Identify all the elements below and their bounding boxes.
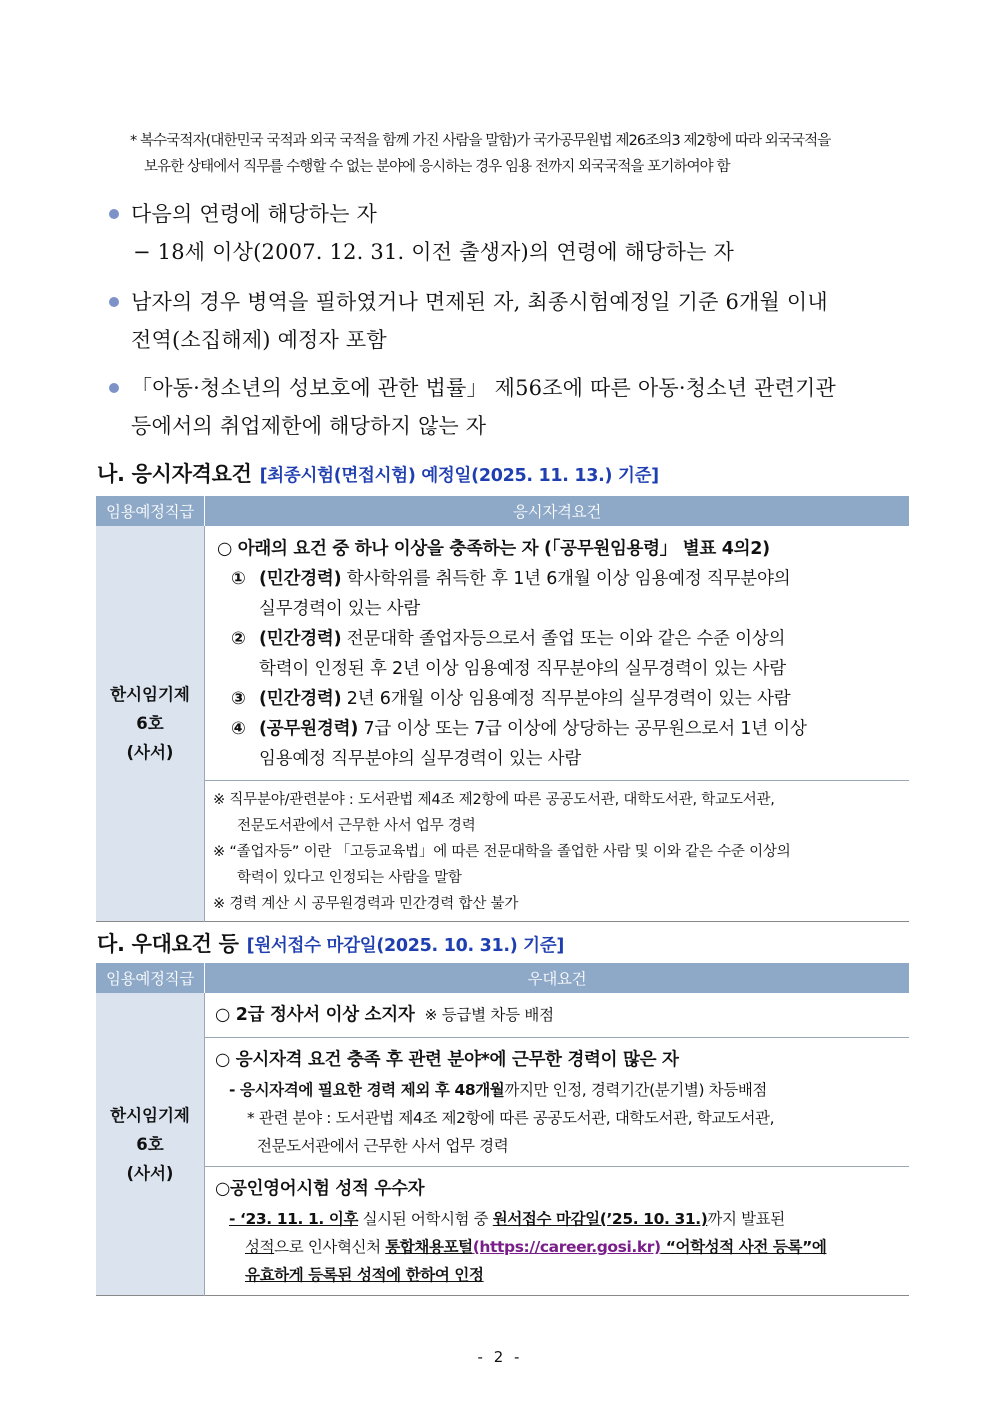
- requirement-item: [217, 624, 909, 684]
- section-da-title: [97, 928, 564, 958]
- page-number: - 2 -: [477, 1348, 523, 1366]
- item-text: 7급 이상 또는 7급 이상에 상당하는 공무원으로서 1년 이상: [358, 719, 807, 739]
- item-label: (민간경력): [259, 569, 342, 589]
- pref-english-text-2: 까지 발표된: [707, 1210, 785, 1228]
- pref-english-score: 성적: [245, 1238, 275, 1256]
- item-text-cont: 임용예정 직무분야의 실무경력이 있는 사람: [259, 749, 582, 769]
- pref-english: [205, 1167, 909, 1295]
- bullet-dot-icon: [109, 383, 119, 393]
- pref-english-deadline: 원서접수 마감일(’25. 10. 31.): [492, 1210, 708, 1228]
- military-line-1: 남자의 경우 병역을 필하였거나 면제된 자, 최종시험예정일 기준 6개월 이내: [131, 290, 828, 314]
- pref-career-field-note-cont: 전문도서관에서 근무한 사서 업무 경력: [257, 1137, 509, 1155]
- youth-line-2: 등에서의 취업제한에 해당하지 않는 자: [131, 414, 487, 438]
- pref-english-text: 실시된 어학시험 중: [358, 1210, 493, 1228]
- section-na-basis: [최종시험(면접시험) 예정일(2025. 11. 13.) 기준]: [259, 466, 659, 486]
- pref-librarian: [205, 993, 909, 1038]
- pref-career-field-note: * 관련 분야 : 도서관법 제4조 제2항에 따른 공공도서관, 대학도서관, 학교도서관,: [247, 1109, 775, 1127]
- youth-bullet: [105, 369, 915, 445]
- note-duty-field: ※ 직무분야/관련분야 : 도서관법 제4조 제2항에 따른 공공도서관, 대학도서관, 학교도서관,: [213, 792, 775, 808]
- item-number: ①: [231, 569, 246, 589]
- col-requirement-header: 응시자격요건: [205, 496, 910, 526]
- item-label: (공무원경력): [259, 719, 359, 739]
- rank-line-2: 6호: [136, 1134, 164, 1154]
- bullet-dot-icon: [109, 209, 119, 219]
- col-rank-header: 임용예정직급: [96, 963, 205, 993]
- pref-career: [205, 1038, 909, 1167]
- requirement-head: ○ 아래의 요건 중 하나 이상을 충족하는 자 (「공무원임용령」 별표 4의2): [217, 539, 770, 559]
- pref-english-text-3: 으로 인사혁신처: [274, 1238, 386, 1256]
- qualification-table: [96, 496, 909, 922]
- bullet-dot-icon: [109, 297, 119, 307]
- item-number: ③: [231, 689, 246, 709]
- item-number: ②: [231, 629, 246, 649]
- rank-line-3: (사서): [126, 743, 174, 762]
- dual-nationality-note: [130, 128, 920, 180]
- rank-cell: [96, 993, 205, 1296]
- note-line-1: * 복수국적자(대한민국 국적과 외국 국적을 함께 가진 사람을 말함)가 국가공무원법 제26조의3 제2항에 따라 외국국적을: [130, 133, 831, 149]
- pref-english-portal-link[interactable]: (https://career.gosi.kr): [472, 1238, 661, 1256]
- note-graduate-cont: 학력이 있다고 인정되는 사람을 말함: [237, 870, 462, 886]
- requirement-item: [217, 684, 909, 714]
- rank-line-3: (사서): [126, 1163, 174, 1183]
- youth-line-1: 「아동·청소년의 성보호에 관한 법률」 제56조에 따른 아동·청소년 관련기관: [131, 376, 837, 400]
- pref-english-head: ○공인영어시험 성적 우수자: [215, 1179, 425, 1199]
- col-preference-header: 우대요건: [205, 963, 910, 993]
- rank-line-1: 한시임기제: [110, 685, 190, 704]
- item-text: 학사학위를 취득한 후 1년 6개월 이상 임용예정 직무분야의: [341, 569, 791, 589]
- pref-english-portal: 통합채용포털: [385, 1238, 473, 1256]
- age-text: 다음의 연령에 해당하는 자: [131, 202, 377, 226]
- item-number: ④: [231, 719, 246, 739]
- item-text: 전문대학 졸업자등으로서 졸업 또는 이와 같은 수준 이상의: [341, 629, 786, 649]
- age-bullet: [105, 195, 915, 271]
- col-rank-header: 임용예정직급: [96, 496, 205, 526]
- age-subtext: − 18세 이상(2007. 12. 31. 이전 출생자)의 연령에 해당하는 자: [133, 240, 734, 264]
- requirement-cell: [205, 526, 910, 922]
- item-label: (민간경력): [259, 629, 342, 649]
- requirement-item: [217, 564, 909, 624]
- pref-librarian-note: ※ 등급별 차등 배점: [424, 1006, 554, 1024]
- section-da-heading: 다. 우대요건 등: [97, 932, 239, 956]
- section-na-heading: 나. 응시자격요건: [97, 462, 252, 486]
- pref-english-registration: “어학성적 사전 등록”에: [660, 1238, 827, 1256]
- note-graduate: ※ “졸업자등” 이란 「고등교육법」에 따른 전문대학을 졸업한 사람 및 이와 같은 수준 이상의: [213, 844, 791, 860]
- preference-table: [96, 963, 909, 1296]
- rank-line-2: 6호: [136, 714, 164, 733]
- pref-english-valid: 유효하게 등록된 성적에 한하여 인정: [245, 1266, 484, 1284]
- item-text: 2년 6개월 이상 임용예정 직무분야의 실무경력이 있는 사람: [341, 689, 791, 709]
- requirement-notes: [205, 780, 909, 921]
- military-line-2: 전역(소집해제) 예정자 포함: [131, 328, 387, 352]
- pref-career-limit-rest: 까지만 인정, 경력기간(분기별) 차등배점: [504, 1081, 767, 1099]
- pref-career-limit: - 응시자격에 필요한 경력 제외 후 48개월: [229, 1081, 505, 1099]
- rank-line-1: 한시임기제: [110, 1105, 190, 1125]
- note-duty-field-cont: 전문도서관에서 근무한 사서 업무 경력: [237, 818, 476, 834]
- item-text-cont: 학력이 인정된 후 2년 이상 임용예정 직무분야의 실무경력이 있는 사람: [259, 659, 786, 679]
- section-da-basis: [원서접수 마감일(2025. 10. 31.) 기준]: [246, 936, 565, 956]
- section-na-title: [97, 458, 659, 488]
- pref-career-head: ○ 응시자격 요건 충족 후 관련 분야*에 근무한 경력이 많은 자: [215, 1050, 679, 1070]
- item-text-cont: 실무경력이 있는 사람: [259, 599, 421, 619]
- requirement-item: [217, 714, 909, 774]
- preference-cell: [205, 993, 910, 1296]
- rank-cell: [96, 526, 205, 922]
- note-career-sum: ※ 경력 계산 시 공무원경력과 민간경력 합산 불가: [213, 896, 519, 912]
- pref-librarian-head: ○ 2급 정사서 이상 소지자: [215, 1005, 415, 1025]
- note-line-2: 보유한 상태에서 직무를 수행할 수 없는 분야에 응시하는 경우 임용 전까지 외국국적을 포기하여야 함: [144, 159, 730, 175]
- military-bullet: [105, 283, 915, 359]
- pref-english-date: - ‘23. 11. 1. 이후: [229, 1210, 359, 1228]
- item-label: (민간경력): [259, 689, 342, 709]
